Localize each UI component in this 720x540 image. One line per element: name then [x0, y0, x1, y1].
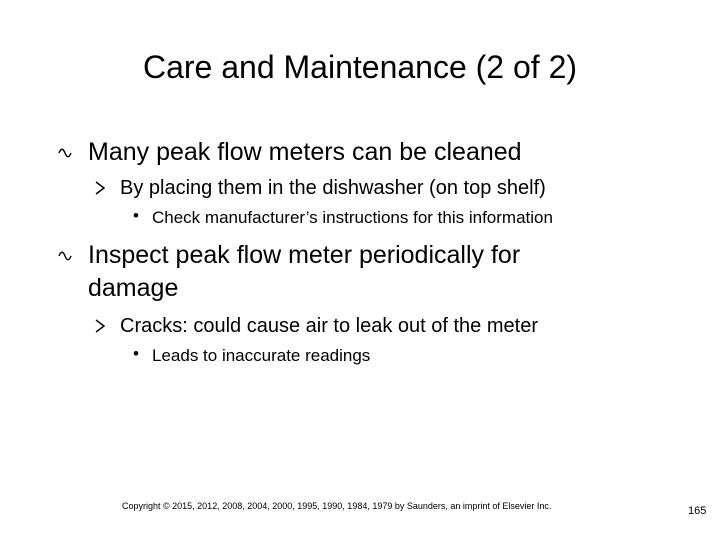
bullet-level2-text: Cracks: could cause air to leak out of the meter	[120, 315, 538, 337]
arrowhead-bullet-icon	[95, 181, 105, 195]
bullet-level1-text: Many peak flow meters can be cleaned	[88, 138, 522, 166]
page-number: 165	[688, 505, 707, 517]
bullet-level2-item	[120, 313, 538, 339]
dot-bullet-icon: •	[133, 206, 139, 225]
dot-bullet-icon: •	[133, 344, 139, 363]
wavy-bullet-icon	[58, 250, 72, 262]
bullet-level1-text-continued: damage	[88, 274, 179, 302]
arrowhead-bullet-icon	[95, 319, 105, 333]
bullet-level3-text: Check manufacturer’s instructions for this information	[152, 208, 553, 227]
wavy-bullet-icon	[58, 147, 72, 159]
bullet-level2-text: By placing them in the dishwasher (on top shelf)	[120, 177, 546, 199]
bullet-level3-item	[133, 206, 553, 229]
bullet-level1-item	[88, 239, 520, 271]
bullet-level1-item	[88, 136, 522, 168]
bullet-level2-item	[120, 175, 546, 201]
bullet-level1-text: Inspect peak flow meter periodically for	[88, 241, 521, 269]
bullet-level1-continuation	[88, 272, 178, 304]
bullet-level3-item	[133, 344, 371, 367]
bullet-level3-text: Leads to inaccurate readings	[152, 346, 371, 365]
copyright-notice: Copyright © 2015, 2012, 2008, 2004, 2000, 1995, 1990, 1984, 1979 by Saunders, an imprint of Elsevier Inc.	[122, 501, 552, 511]
slide-title: Care and Maintenance (2 of 2)	[142, 49, 578, 85]
